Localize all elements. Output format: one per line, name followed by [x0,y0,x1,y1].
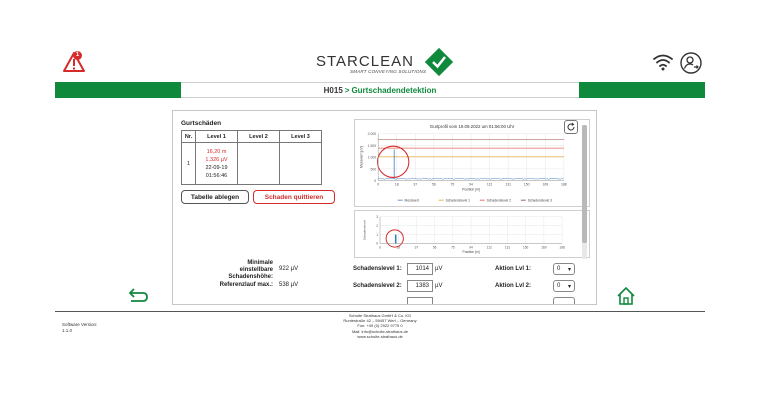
logo-text: STARCLEAN [316,53,414,70]
back-icon[interactable] [126,286,148,306]
alert-count-badge: 1 [73,51,82,60]
y-tick-label: 2 [376,223,379,228]
level1-label: Schadenslevel 1: [353,266,402,272]
damage-time: 01:56:46 [205,172,228,179]
page-code: H015 [323,85,343,95]
x-tick-label: 56 [431,182,436,187]
x-tick-label: 94 [469,182,473,187]
x-tick-label: 169 [541,245,547,250]
x-axis-label: Position [m] [462,250,480,255]
logo-subtitle: SMART CONVEYING SOLUTIONS [350,69,427,74]
damages-section-title: Gurtschäden [181,120,222,127]
legend-label: Schadenslevel 3 [527,198,553,203]
x-tick-label: 150 [523,245,529,250]
damage-position: 16,20 m [206,148,227,155]
cell-level3 [280,143,322,185]
legend-label: Schadenslevel 1 [445,198,470,203]
y-tick-label: 1.000 [367,155,377,160]
title-bar-left-accent [55,82,181,98]
refresh-icon [566,122,576,132]
y-tick-label: 2.000 [367,132,377,137]
y-tick-label: 500 [370,167,377,172]
belt-profile-chart [354,119,590,207]
action3-select[interactable] [553,297,575,305]
title-bar [55,82,705,98]
y-axis-label: Messwert [µV] [359,146,364,168]
series-line-messwert [378,178,563,179]
legend-label: Schadenslevel 2 [486,198,511,203]
damage-date: 22-09-19 [205,164,228,171]
home-icon[interactable] [616,286,636,306]
table-row[interactable] [182,143,322,185]
action1-label: Aktion Lvl 1: [495,266,532,272]
page-title-text: Gurtschadendetektion [351,85,437,95]
legend-label: Messwert [404,198,419,203]
x-tick-label: 18 [394,182,399,187]
damage-highlight-circle [386,230,403,250]
y-tick-label: 1 [376,232,379,237]
x-tick-label: 188 [561,182,567,187]
level2-input[interactable]: 1383 [407,280,433,292]
refresh-button[interactable] [564,120,578,134]
column-header-level3: Level 3 [280,131,322,143]
x-tick-label: 112 [486,245,492,250]
software-version [62,322,97,334]
x-tick-label: 131 [504,245,511,250]
chart-title: Gurtprofil vom 19.09.2022 um 01:56:00 Uhr [429,123,515,129]
damage-level-chart [354,210,590,258]
x-tick-label: 188 [559,245,565,250]
column-header-level2: Level 2 [238,131,280,143]
level1-unit: µV [435,266,443,272]
wifi-icon[interactable] [652,53,674,71]
x-tick-label: 112 [486,182,493,187]
reference-run-label: Referenzlauf max.: [219,282,273,288]
company-web: www.schulte-strathaus.de [357,333,403,339]
action1-select[interactable] [553,263,575,275]
chevron-down-icon: ▾ [567,283,571,290]
action1-value: 0 [557,266,561,272]
version-value: 1.1.0 [62,328,73,333]
x-tick-label: 56 [432,245,437,250]
logo-diamond-icon [424,47,454,77]
x-tick-label: 75 [450,182,455,187]
damage-detection-panel [172,110,597,305]
user-switch-icon[interactable] [680,52,702,74]
company-address [330,313,430,339]
x-tick-label: 0 [377,182,380,187]
x-tick-label: 37 [413,182,418,187]
min-damage-label: Minimale einstellbare Schadenshöhe: [228,260,273,280]
level3-input[interactable] [407,297,433,305]
x-axis-label: Position [m] [462,187,480,192]
x-tick-label: 18 [396,245,400,250]
column-header-nr: Nr. [182,131,196,143]
chevron-down-icon: ▾ [567,266,571,273]
damage-highlight-circle [378,146,409,177]
company-street: Runtestraße 42 – 59457 Werl – Germany [343,318,417,324]
company-mail: Mail: info@schulte-strathaus.de [351,328,409,334]
x-tick-label: 37 [414,245,419,250]
damage-value: 1.326 µV [205,156,228,163]
cell-nr: 1 [182,143,196,185]
scrollbar-thumb[interactable] [582,125,587,243]
acknowledge-damage-button[interactable]: Schaden quittieren [253,190,335,204]
min-damage-value: 922 µV [279,266,299,272]
level2-label: Schadenslevel 2: [353,283,402,289]
company-name: Schulte Strathaus GmbH & Co. KG [348,313,412,318]
cell-level1 [196,143,238,185]
store-table-button[interactable]: Tabelle ablegen [181,190,249,204]
cell-level2 [238,143,280,185]
breadcrumb-arrow-icon: > [344,85,350,95]
action2-value: 0 [557,283,561,289]
company-phone: Fon: +49 (0) 2922 9775 0 [357,323,403,329]
action2-select[interactable] [553,280,575,292]
x-tick-label: 75 [451,245,455,250]
x-tick-label: 0 [379,245,381,250]
y-tick-label: 1.500 [367,143,377,148]
x-tick-label: 150 [523,182,530,187]
action2-label: Aktion Lvl 2: [495,283,532,289]
x-tick-label: 131 [505,182,512,187]
page-title [181,82,579,98]
damage-level-bar [395,235,397,244]
footer-divider [55,311,705,312]
title-bar-right-accent [579,82,705,98]
x-tick-label: 169 [542,182,549,187]
level2-unit: µV [435,283,443,289]
y-tick-label: 0 [374,179,377,184]
version-label: Software Version: [62,322,98,327]
y-axis-label: Schadenslevel [362,220,367,241]
reference-run-value: 538 µV [279,282,299,288]
y-tick-label: 0 [376,241,379,246]
column-header-level1: Level 1 [196,131,238,143]
y-tick-label: 3 [376,214,379,219]
damages-table [181,130,322,185]
x-tick-label: 94 [469,245,473,250]
level1-input[interactable]: 1014 [407,263,433,275]
starclean-logo [316,47,456,79]
